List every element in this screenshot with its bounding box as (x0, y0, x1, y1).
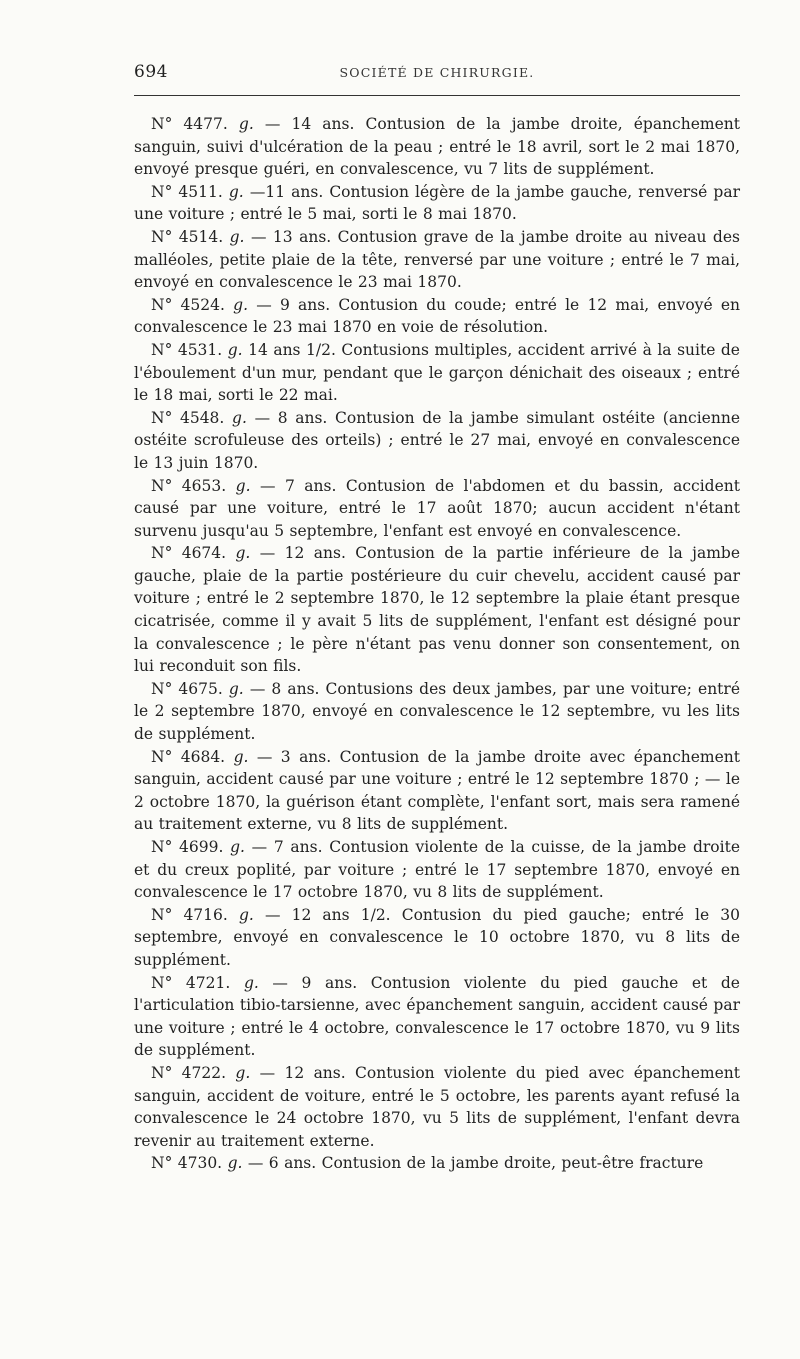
case-text: — 7 ans. Contusion violente de la cuisse, de la jambe droite et du creux poplité, par voiture ; entré le 17 septembre 1870, envoyé en convalescence le 17 octobre 1870, vu 8 lits de supplément. (134, 838, 740, 902)
case-entry (134, 475, 740, 543)
case-number: N° 4730. (151, 1154, 223, 1173)
case-sex: g. (230, 838, 245, 856)
case-text: — 8 ans. Contusion de la jambe simulant ostéite (ancienne ostéite scrofuleuse des orteils) ; entré le 27 mai, envoyé en convalescence le 13 juin 1870. (134, 408, 740, 472)
case-text: — 3 ans. Contusion de la jambe droite avec épanchement sanguin, accident causé par une voiture ; entré le 12 septembre 1870 ; — le 2 octobre 1870, la guérison étant complète, l'enfant sort, mais sera ramené au traitement externe, vu 8 lits de supplément. (134, 747, 741, 834)
case-entry (134, 542, 740, 678)
case-sex: g. (233, 295, 249, 314)
case-entry (134, 1152, 740, 1175)
case-entry (134, 746, 740, 836)
case-text: — 12 ans 1/2. Contusion du pied gauche; entré le 30 septembre, envoyé en convalescence le 10 octobre 1870, vu 8 lits de supplément. (134, 905, 740, 969)
case-entry (134, 339, 740, 407)
case-entry (134, 113, 740, 181)
case-text: — 8 ans. Contusions des deux jambes, par une voiture; entré le 2 septembre 1870, envoyé en convalescence le 12 septembre, vu les lits de supplément. (134, 679, 740, 744)
case-number: N° 4477. (151, 115, 228, 133)
case-text: — 6 ans. Contusion de la jambe droite, peut-être fracture (247, 1154, 704, 1173)
case-entry (134, 181, 740, 226)
page-header (134, 62, 740, 86)
case-text: — 12 ans. Contusion de la partie inférieure de la jambe gauche, plaie de la partie postérieure du cuir chevelu, accident causé par voiture ; entré le 2 septembre 1870, le 12 septembre la plaie étant presque cicatrisée, comme il y avait 5 lits de supplément, l'enfant est désigné pour la convalescence ; le père n'étant pas venu donner son consentement, on lui reconduit son fils. (134, 544, 740, 676)
case-entry (134, 836, 740, 904)
page-number: 694 (134, 62, 168, 82)
case-text: — 9 ans. Contusion du coude; entré le 12 mai, envoyé en convalescence le 23 mai 1870 en voie de résolution. (134, 295, 740, 337)
case-number: N° 4675. (151, 679, 223, 698)
case-number: N° 4684. (151, 747, 226, 766)
case-sex: g. (233, 747, 249, 766)
case-number: N° 4548. (151, 408, 225, 427)
case-number: N° 4721. (151, 973, 231, 992)
case-entry (134, 294, 740, 339)
case-sex: g. (235, 476, 251, 495)
case-sex: g. (238, 905, 254, 924)
case-entry (134, 226, 740, 294)
case-number: N° 4653. (151, 476, 227, 495)
case-number: N° 4716. (151, 905, 228, 924)
case-sex: g. (227, 340, 243, 359)
header-rule (134, 95, 740, 96)
case-sex: g. (229, 227, 245, 246)
case-sex: g. (232, 408, 247, 427)
case-number: N° 4699. (151, 838, 224, 856)
running-title: SOCIÉTÉ DE CHIRURGIE. (339, 65, 535, 80)
case-text: — 12 ans. Contusion violente du pied avec épanchement sanguin, accident de voiture, entré le 5 octobre, les parents ayant refusé la convalescence le 24 octobre 1870, vu 5 lits de supplément, l'enfant devra revenir au traitement externe. (134, 1063, 740, 1150)
case-number: N° 4674. (151, 544, 227, 563)
text-body (134, 113, 740, 1175)
case-sex: g. (243, 973, 259, 992)
case-entry (134, 1062, 740, 1152)
case-sex: g. (238, 115, 254, 133)
case-text: 14 ans 1/2. Contusions multiples, accident arrivé à la suite de l'éboulement d'un mur, pendant que le garçon dénichait des oiseaux ; entré le 18 mai, sorti le 22 mai. (134, 340, 740, 405)
case-sex: g. (227, 1154, 243, 1173)
case-text: — 7 ans. Contusion de l'abdomen et du bassin, accident causé par une voiture, entré le 17 août 1870; aucun accident n'étant survenu jusqu'au 5 septembre, l'enfant est envoyé en convalescence. (134, 476, 740, 540)
case-entry (134, 904, 740, 972)
case-number: N° 4511. (151, 182, 223, 201)
case-sex: g. (235, 544, 251, 563)
case-entry (134, 407, 740, 475)
case-entry (134, 972, 740, 1062)
case-sex: g. (235, 1063, 251, 1082)
case-sex: g. (228, 182, 244, 201)
case-sex: g. (228, 679, 244, 698)
case-number: N° 4531. (151, 340, 223, 359)
case-text: — 9 ans. Contusion violente du pied gauche et de l'articulation tibio-tarsienne, avec épanchement sanguin, accident causé par une voiture ; entré le 4 octobre, convalescence le 17 octobre 1870, vu 9 lits de supplément. (134, 973, 740, 1060)
case-text: — 13 ans. Contusion grave de la jambe droite au niveau des malléoles, petite plaie de la tête, renversé par une voiture ; entré le 7 mai, envoyé en convalescence le 23 mai 1870. (134, 227, 740, 292)
case-number: N° 4524. (151, 295, 225, 314)
case-text: — 14 ans. Contusion de la jambe droite, épanchement sanguin, suivi d'ulcération de la peau ; entré le 18 avril, sort le 2 mai 1870, envoyé presque guéri, en convalescence, vu 7 lits de supplément. (134, 115, 740, 179)
case-entry (134, 678, 740, 746)
case-number: N° 4514. (151, 227, 224, 246)
case-number: N° 4722. (151, 1063, 227, 1082)
case-text: —11 ans. Contusion légère de la jambe gauche, renversé par une voiture ; entré le 5 mai, sorti le 8 mai 1870. (134, 182, 740, 224)
